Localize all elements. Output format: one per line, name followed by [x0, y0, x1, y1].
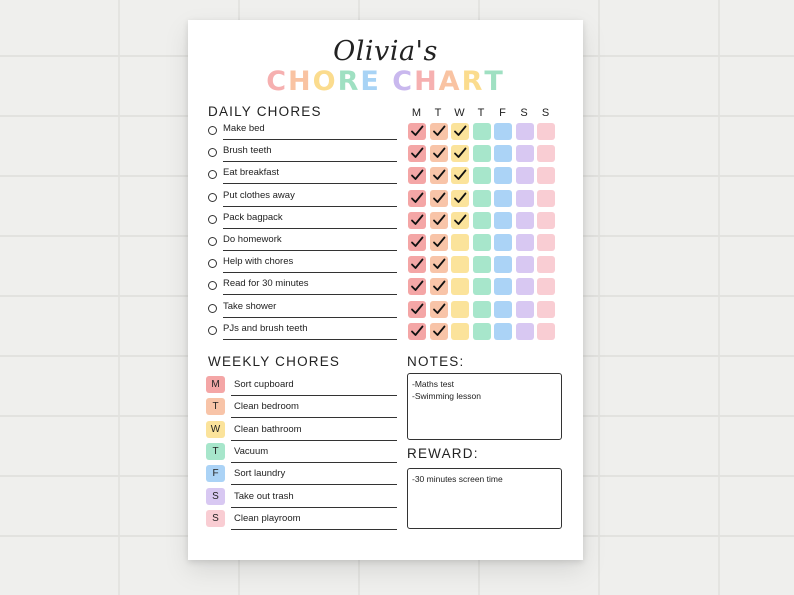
day-label: S — [541, 107, 550, 119]
day-badge: T — [206, 443, 225, 460]
day-label: T — [434, 107, 442, 119]
day-checkbox-cell[interactable] — [408, 212, 426, 229]
day-checkbox-cell[interactable] — [430, 256, 448, 273]
checkmark-icon — [432, 145, 446, 159]
chore-label: Read for 30 minutes — [223, 278, 309, 290]
write-line — [231, 484, 397, 485]
title-letter: C — [266, 66, 289, 97]
title-letter: R — [337, 66, 361, 97]
chore-label: Do homework — [223, 234, 282, 245]
day-checkbox-cell[interactable] — [516, 278, 534, 295]
checkmark-icon — [453, 167, 467, 181]
write-line — [231, 440, 397, 441]
day-badge: S — [206, 488, 225, 505]
daily-chore-row — [204, 276, 397, 298]
weekly-chores-heading: WEEKLY CHORES — [208, 354, 341, 369]
day-label: S — [520, 107, 528, 119]
child-name: Olivia's — [333, 36, 438, 67]
day-checkbox-cell[interactable] — [451, 323, 469, 340]
note-line: -Maths test — [412, 379, 455, 389]
day-checkbox-cell[interactable] — [516, 190, 534, 207]
title-letter: A — [438, 66, 462, 97]
write-line — [231, 395, 397, 396]
checkmark-icon — [453, 212, 467, 226]
day-checkbox-cell[interactable] — [473, 256, 491, 273]
daily-chore-row — [204, 232, 397, 254]
day-badge: S — [206, 510, 225, 527]
write-line — [223, 183, 397, 184]
checkmark-icon — [432, 301, 446, 315]
day-checkbox-cell[interactable] — [430, 301, 448, 318]
chore-label: Eat breakfast — [223, 167, 279, 179]
day-checkbox-cell[interactable] — [494, 256, 512, 273]
checkbox-circle-icon[interactable] — [208, 326, 217, 335]
day-checkbox-cell[interactable] — [494, 234, 512, 251]
weekly-chore-row — [206, 421, 397, 443]
daily-chore-row — [204, 299, 397, 321]
notes-text — [412, 378, 481, 402]
title-letter: O — [312, 66, 338, 97]
day-checkbox-cell[interactable] — [537, 301, 555, 318]
day-checkbox-cell[interactable] — [430, 234, 448, 251]
day-checkbox-cell[interactable] — [537, 256, 555, 273]
day-label: F — [499, 107, 506, 119]
day-checkbox-cell[interactable] — [537, 123, 555, 140]
day-checkbox-cell[interactable] — [473, 234, 491, 251]
chore-label: Sort cupboard — [234, 379, 294, 390]
day-checkbox-cell[interactable] — [451, 278, 469, 295]
day-checkbox-cell[interactable] — [451, 190, 469, 207]
weekly-chore-row — [206, 443, 397, 465]
day-badge: W — [206, 421, 225, 438]
daily-chore-row — [204, 321, 397, 343]
checkmark-icon — [432, 323, 446, 337]
day-checkbox-cell[interactable] — [494, 301, 512, 318]
day-checkbox-cell[interactable] — [430, 123, 448, 140]
checkmark-icon — [410, 212, 424, 226]
checkbox-circle-icon[interactable] — [208, 193, 217, 202]
day-checkbox-cell[interactable] — [537, 212, 555, 229]
day-checkbox-cell[interactable] — [451, 167, 469, 184]
reward-box[interactable] — [407, 468, 562, 529]
daily-chore-row — [204, 143, 397, 165]
checkbox-circle-icon[interactable] — [208, 281, 217, 290]
write-line — [223, 317, 397, 318]
day-checkbox-cell[interactable] — [408, 234, 426, 251]
day-checkbox-cell[interactable] — [537, 278, 555, 295]
chore-label: Pack bagpack — [223, 211, 283, 223]
day-checkbox-cell[interactable] — [408, 278, 426, 295]
day-checkbox-cell[interactable] — [516, 167, 534, 184]
day-checkbox-cell[interactable] — [516, 323, 534, 340]
day-checkbox-cell[interactable] — [516, 212, 534, 229]
reward-heading: REWARD: — [407, 446, 479, 461]
checkmark-icon — [410, 234, 424, 248]
title-letter: H — [414, 66, 439, 97]
checkmark-icon — [432, 234, 446, 248]
day-checkbox-cell[interactable] — [408, 123, 426, 140]
chore-label: Vacuum — [234, 445, 269, 457]
daily-chore-row — [204, 210, 397, 232]
day-checkbox-cell[interactable] — [494, 190, 512, 207]
day-checkbox-cell[interactable] — [430, 212, 448, 229]
checkbox-circle-icon[interactable] — [208, 170, 217, 179]
day-checkbox-cell[interactable] — [516, 123, 534, 140]
day-checkbox-cell[interactable] — [473, 301, 491, 318]
day-checkbox-cell[interactable] — [408, 256, 426, 273]
checkbox-circle-icon[interactable] — [208, 237, 217, 246]
write-line — [223, 161, 397, 162]
daily-chore-row — [204, 165, 397, 187]
day-checkbox-cell[interactable] — [430, 278, 448, 295]
day-checkbox-cell[interactable] — [430, 190, 448, 207]
weekly-chore-row — [206, 376, 397, 398]
write-line — [231, 462, 397, 463]
day-checkbox-cell[interactable] — [494, 167, 512, 184]
write-line — [231, 417, 397, 418]
daily-chore-row — [204, 121, 397, 143]
notes-box[interactable] — [407, 373, 562, 440]
checkbox-circle-icon[interactable] — [208, 304, 217, 313]
checkmark-icon — [410, 190, 424, 204]
checkmark-icon — [410, 256, 424, 270]
write-line — [231, 529, 397, 530]
checkmark-icon — [432, 190, 446, 204]
checkmark-icon — [453, 123, 467, 137]
weekly-chore-row — [206, 398, 397, 420]
checkmark-icon — [410, 278, 424, 292]
chore-label: Clean playroom — [234, 512, 301, 524]
daily-chore-row — [204, 188, 397, 210]
chart-title — [188, 66, 583, 97]
checkbox-circle-icon[interactable] — [208, 259, 217, 268]
checkmark-icon — [432, 278, 446, 292]
chore-label: PJs and brush teeth — [223, 322, 308, 334]
day-checkbox-cell[interactable] — [473, 323, 491, 340]
write-line — [223, 272, 397, 273]
day-checkbox-cell[interactable] — [451, 123, 469, 140]
write-line — [223, 250, 397, 251]
day-label: T — [477, 107, 485, 119]
write-line — [223, 294, 397, 295]
title-letter: H — [288, 66, 313, 97]
checkmark-icon — [432, 256, 446, 270]
checkmark-icon — [410, 123, 424, 137]
day-checkbox-cell[interactable] — [430, 145, 448, 162]
write-line — [231, 507, 397, 508]
day-checkbox-cell[interactable] — [494, 212, 512, 229]
note-line: -Swimming lesson — [412, 391, 481, 401]
note-line: -30 minutes screen time — [412, 474, 503, 484]
day-checkbox-cell[interactable] — [516, 234, 534, 251]
chore-label: Clean bedroom — [234, 401, 299, 413]
day-checkbox-cell[interactable] — [451, 212, 469, 229]
day-label: W — [454, 107, 465, 119]
day-checkbox-cell[interactable] — [408, 323, 426, 340]
checkmark-icon — [410, 323, 424, 337]
weekly-chore-row — [206, 488, 397, 510]
day-checkbox-cell[interactable] — [537, 323, 555, 340]
day-checkbox-cell[interactable] — [451, 256, 469, 273]
checkmark-icon — [432, 212, 446, 226]
day-checkbox-cell[interactable] — [516, 145, 534, 162]
day-checkbox-cell[interactable] — [494, 278, 512, 295]
daily-chore-row — [204, 254, 397, 276]
chore-chart-sheet — [188, 20, 583, 560]
day-checkbox-cell[interactable] — [494, 145, 512, 162]
day-checkbox-cell[interactable] — [408, 190, 426, 207]
title-letter: T — [484, 66, 505, 97]
checkbox-circle-icon[interactable] — [208, 215, 217, 224]
day-checkbox-cell[interactable] — [408, 301, 426, 318]
checkmark-icon — [453, 190, 467, 204]
weekly-chore-row — [206, 510, 397, 532]
day-checkbox-cell[interactable] — [537, 234, 555, 251]
weekly-chore-row — [206, 465, 397, 487]
title-letter: E — [360, 66, 381, 97]
day-checkbox-cell[interactable] — [430, 323, 448, 340]
write-line — [223, 206, 397, 207]
checkbox-circle-icon[interactable] — [208, 148, 217, 157]
chore-label: Put clothes away — [223, 189, 295, 201]
chore-label: Sort laundry — [234, 468, 286, 480]
checkmark-icon — [410, 167, 424, 181]
day-checkbox-cell[interactable] — [408, 167, 426, 184]
title-letter: R — [461, 66, 485, 97]
day-checkbox-cell[interactable] — [537, 190, 555, 207]
write-line — [223, 139, 397, 140]
daily-chores-heading: DAILY CHORES — [208, 104, 322, 119]
chore-label: Take shower — [223, 300, 277, 312]
day-label: M — [411, 107, 422, 119]
title-letter: C — [392, 66, 415, 97]
chore-label: Make bed — [223, 123, 265, 134]
day-checkbox-cell[interactable] — [473, 145, 491, 162]
chore-label: Help with chores — [223, 256, 294, 268]
day-checkbox-cell[interactable] — [473, 212, 491, 229]
day-checkbox-cell[interactable] — [516, 256, 534, 273]
day-checkbox-cell[interactable] — [537, 167, 555, 184]
notes-heading: NOTES: — [407, 354, 465, 369]
chore-label: Take out trash — [234, 490, 294, 502]
day-checkbox-cell[interactable] — [451, 301, 469, 318]
day-checkbox-cell[interactable] — [473, 123, 491, 140]
title-letter — [381, 66, 392, 97]
day-checkbox-cell[interactable] — [494, 123, 512, 140]
checkmark-icon — [410, 301, 424, 315]
day-checkbox-cell[interactable] — [473, 190, 491, 207]
day-badge: F — [206, 465, 225, 482]
checkbox-circle-icon[interactable] — [208, 126, 217, 135]
checkmark-icon — [432, 123, 446, 137]
write-line — [223, 228, 397, 229]
day-checkbox-cell[interactable] — [537, 145, 555, 162]
day-checkbox-cell[interactable] — [473, 167, 491, 184]
day-checkbox-cell[interactable] — [408, 145, 426, 162]
day-badge: T — [206, 398, 225, 415]
checkmark-icon — [410, 145, 424, 159]
write-line — [223, 339, 397, 340]
day-checkbox-cell[interactable] — [516, 301, 534, 318]
day-checkbox-cell[interactable] — [430, 167, 448, 184]
checkmark-icon — [432, 167, 446, 181]
reward-text — [412, 473, 503, 485]
day-checkbox-cell[interactable] — [473, 278, 491, 295]
day-checkbox-cell[interactable] — [494, 323, 512, 340]
checkmark-icon — [453, 145, 467, 159]
day-badge: M — [206, 376, 225, 393]
chore-label: Clean bathroom — [234, 423, 302, 435]
chore-label: Brush teeth — [223, 145, 272, 157]
day-checkbox-cell[interactable] — [451, 145, 469, 162]
day-checkbox-cell[interactable] — [451, 234, 469, 251]
